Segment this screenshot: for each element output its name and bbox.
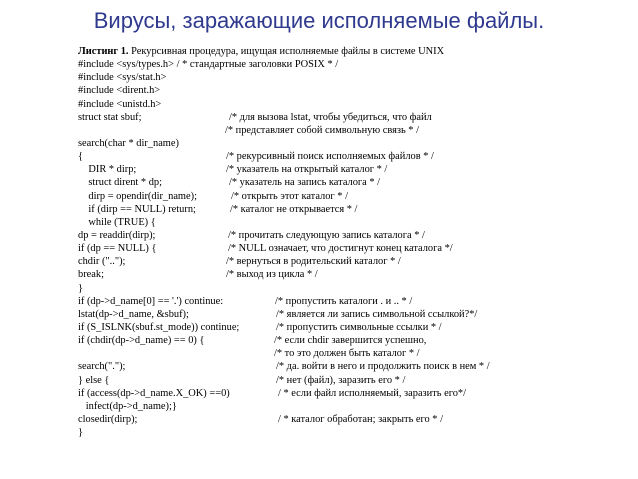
- code-text: dp = readdir(dirp);: [78, 229, 156, 241]
- code-text: if (dp->d_name[0] == '.') continue:: [78, 295, 224, 307]
- code-line: [78, 190, 598, 203]
- code-comment: /* пропустить каталоги . и .. * /: [275, 295, 413, 307]
- code-line: [78, 255, 598, 268]
- code-line: [78, 413, 598, 426]
- code-comment: /* указатель на открытый каталог * /: [226, 164, 388, 176]
- code-text: if (dirp == NULL) return;: [78, 203, 196, 215]
- code-line: [78, 111, 598, 124]
- code-comment: / * если файл исполняемый, заразить его*/: [278, 387, 466, 399]
- caption-text: Рекурсивная процедура, ищущая исполняемые файлы в системе UNIX: [128, 46, 445, 57]
- code-line: [78, 374, 598, 387]
- code-line: [78, 124, 598, 137]
- code-comment: /* нет (файл), заразить его * /: [276, 374, 406, 386]
- code-text: closedir(dirp);: [78, 413, 138, 425]
- code-text: if (S_ISLNK(sbuf.st_mode)) continue;: [78, 321, 240, 333]
- code-line: [78, 282, 598, 295]
- code-line: [78, 268, 598, 281]
- code-line: [78, 295, 598, 308]
- code-line: [78, 98, 598, 111]
- code-text: search(".");: [78, 361, 126, 373]
- code-line: [78, 229, 598, 242]
- code-text: } else {: [78, 374, 110, 386]
- code-line: [78, 334, 598, 347]
- code-text: {: [78, 151, 83, 163]
- code-text: #include <sys/types.h> / * стандартные заголовки POSIX * /: [78, 59, 339, 71]
- code-line: [78, 216, 598, 229]
- code-text: DIR * dirp;: [78, 164, 137, 176]
- code-comment: /* для вызова lstat, чтобы убедиться, что файл: [229, 111, 432, 123]
- code-comment: /* если chdir завершится успешно,: [274, 335, 427, 347]
- slide-title: Вирусы, заражающие исполняемые файлы.: [93, 8, 545, 33]
- code-line: [78, 71, 598, 84]
- code-text: lstat(dp->d_name, &sbuf);: [78, 308, 189, 320]
- code-text: if (access(dp->d_name.X_OK) ==0): [78, 387, 230, 399]
- code-text: #include <sys/stat.h>: [78, 72, 167, 84]
- code-line: [78, 347, 598, 360]
- code-comment: / * каталог обработан; закрыть его * /: [278, 413, 443, 425]
- code-text: struct dirent * dp;: [78, 177, 162, 189]
- code-line: [78, 203, 598, 216]
- code-comment: /* является ли запись символьной ссылкой?*/: [276, 308, 478, 320]
- code-text: struct stat sbuf;: [78, 111, 142, 123]
- code-text: if (dp == NULL) {: [78, 243, 157, 255]
- code-line: [78, 308, 598, 321]
- code-text: if (chdir(dp->d_name) == 0) {: [78, 335, 205, 347]
- code-comment: /* представляет собой символьную связь * /: [225, 124, 419, 136]
- code-line: [78, 387, 598, 400]
- code-comment: /* рекурсивный поиск исполняемых файлов * /: [226, 151, 434, 163]
- code-text: chdir ("..");: [78, 256, 126, 268]
- code-line: [78, 84, 598, 97]
- code-comment: /* то это должен быть каталог * /: [274, 348, 420, 360]
- code-line: [78, 426, 598, 439]
- listing-caption: [78, 45, 598, 58]
- code-line: [78, 150, 598, 163]
- code-comment: /* прочитать следующую запись каталога * /: [228, 229, 425, 241]
- code-comment: /* указатель на запись каталога * /: [229, 177, 381, 189]
- code-text: }: [78, 282, 83, 294]
- code-listing: [78, 45, 598, 439]
- code-line: [78, 321, 598, 334]
- code-comment: /* да. войти в него и продолжить поиск в нем * /: [276, 361, 490, 373]
- code-text: #include <unistd.h>: [78, 98, 162, 110]
- code-text: infect(dp->d_name);}: [78, 400, 177, 412]
- code-text: search(char * dir_name): [78, 137, 179, 149]
- code-line: [78, 58, 598, 71]
- caption-label: Листинг 1.: [78, 46, 129, 57]
- code-line: [78, 176, 598, 189]
- code-text: }: [78, 427, 83, 439]
- code-line: [78, 360, 598, 373]
- code-text: dirp = opendir(dir_name);: [78, 190, 197, 202]
- code-line: [78, 400, 598, 413]
- code-line: [78, 137, 598, 150]
- code-comment: /* вернуться в родительский каталог * /: [226, 256, 401, 268]
- code-text: #include <dirent.h>: [78, 85, 161, 97]
- code-text: break;: [78, 269, 104, 281]
- code-comment: /* пропустить символьные ссылки * /: [276, 321, 442, 333]
- code-text: while (TRUE) {: [78, 216, 156, 228]
- code-line: [78, 242, 598, 255]
- code-comment: /* открыть этот каталог * /: [231, 190, 348, 202]
- code-comment: /* каталог не открывается * /: [230, 203, 358, 215]
- code-comment: /* NULL означает, что достигнут конец каталога */: [228, 243, 453, 255]
- code-line: [78, 163, 598, 176]
- code-comment: /* выход из цикла * /: [226, 269, 318, 281]
